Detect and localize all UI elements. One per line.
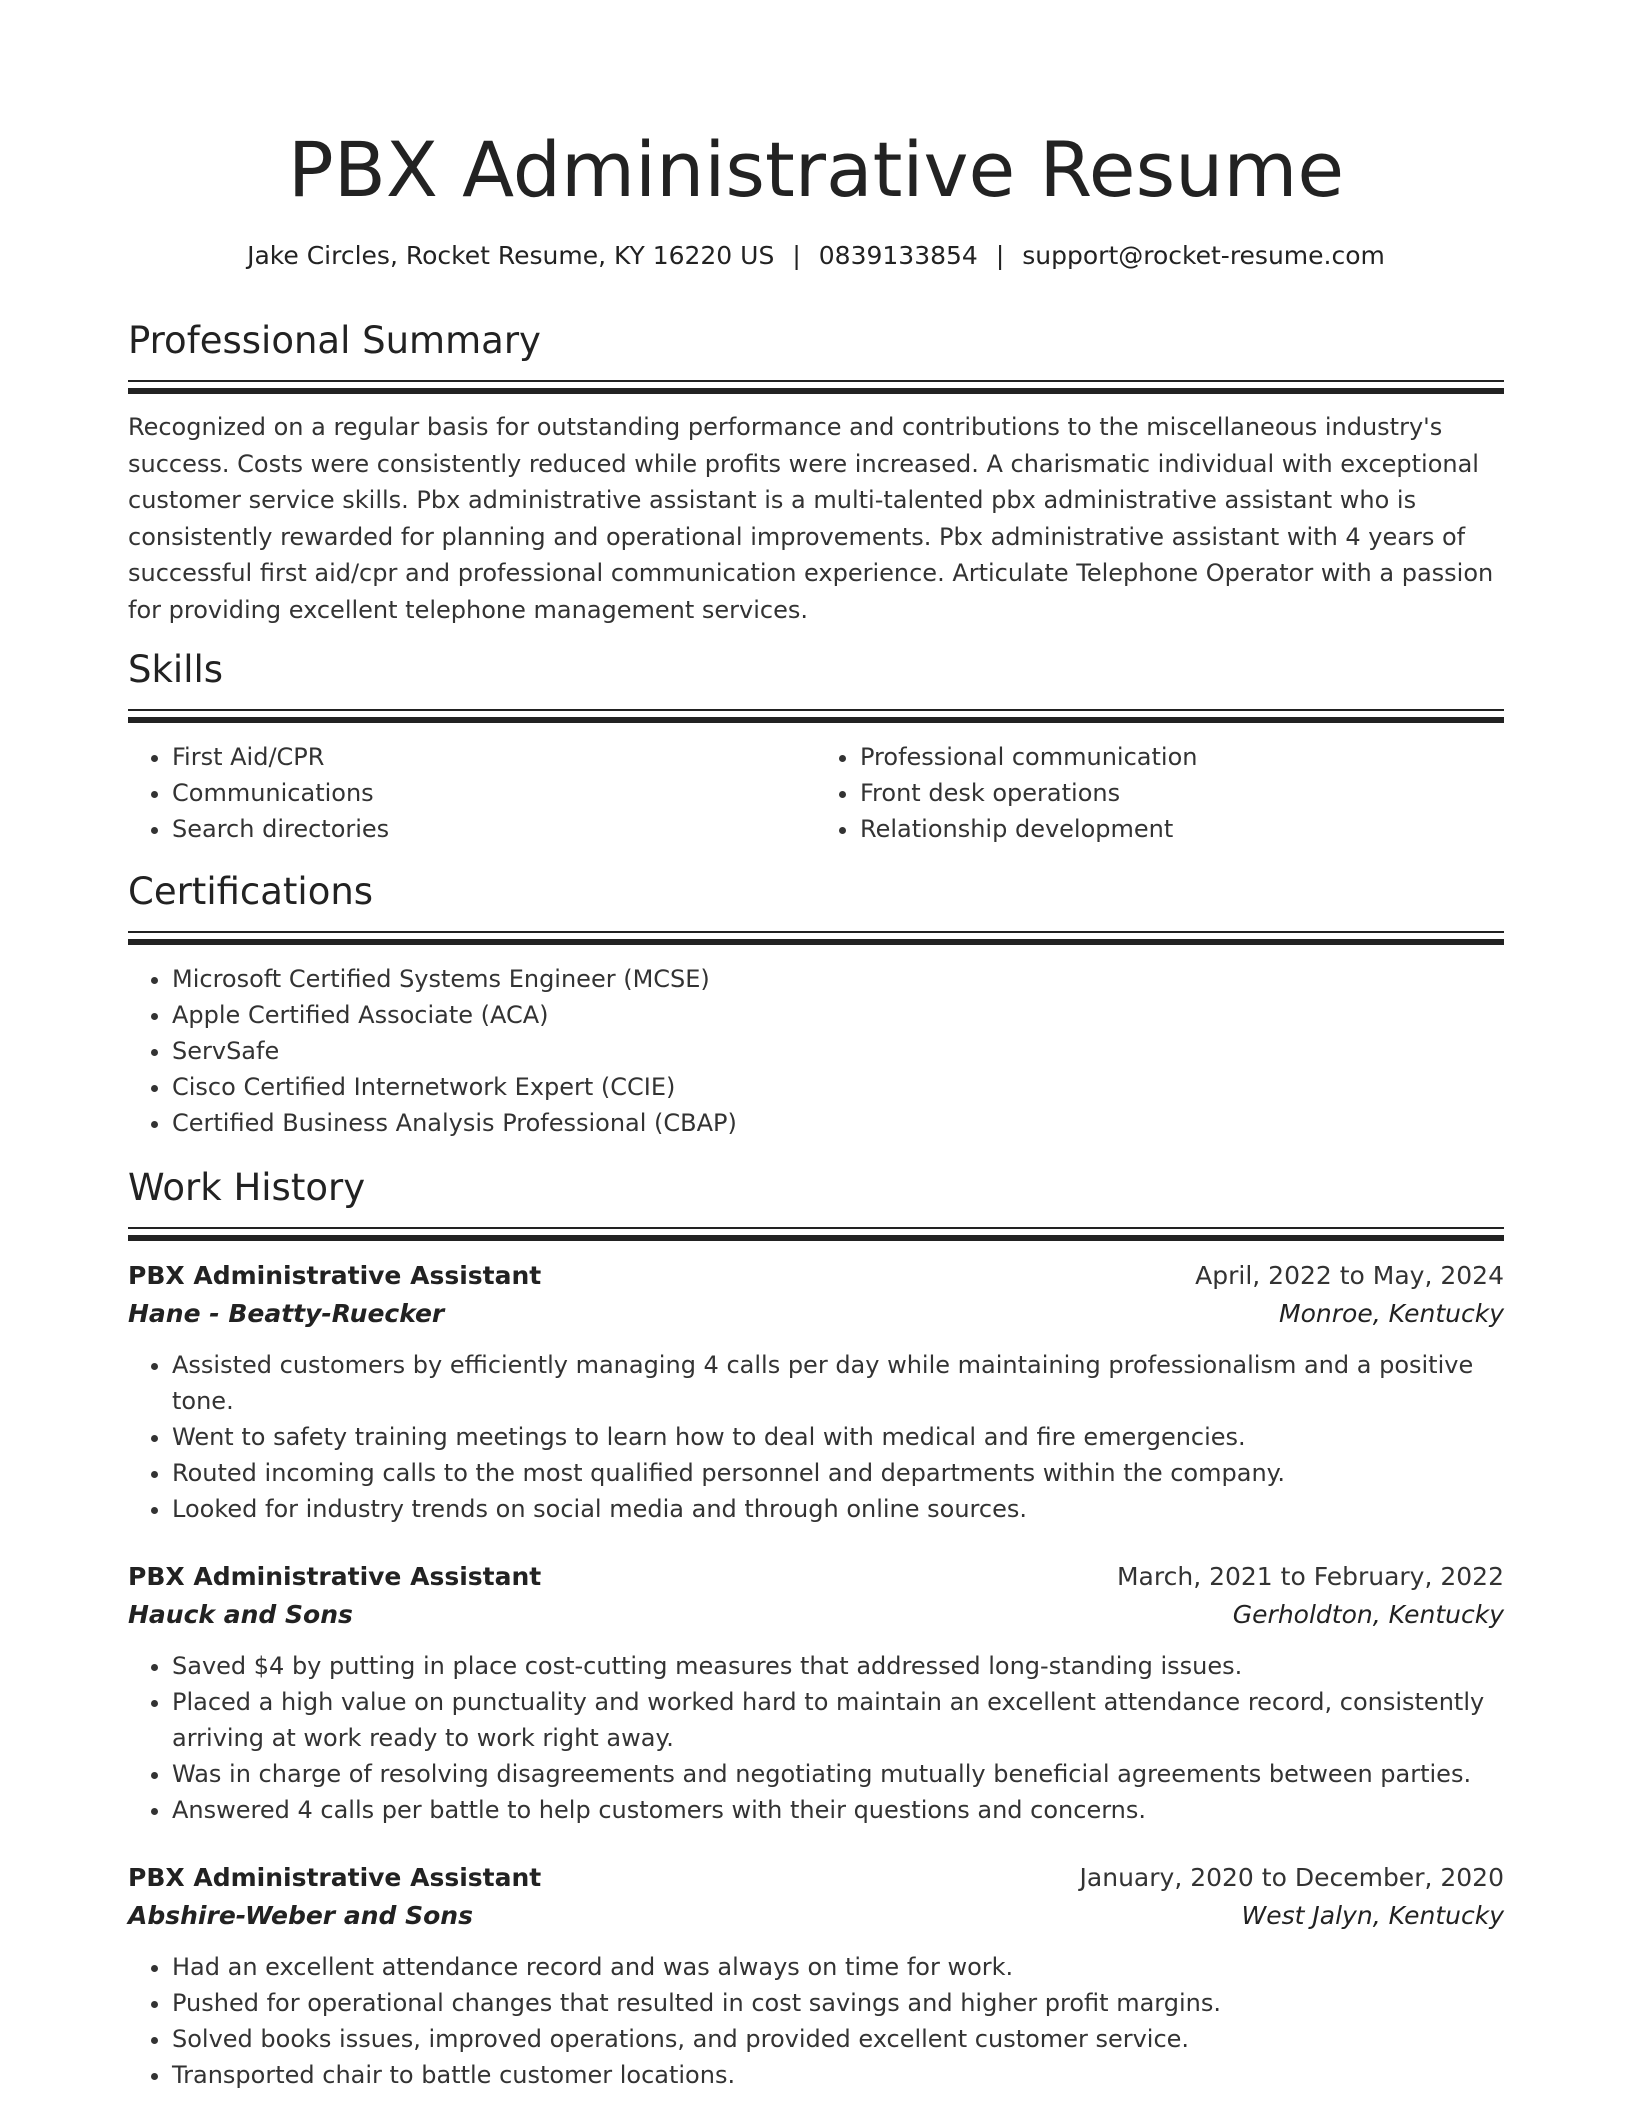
contact-separator: | — [792, 241, 801, 270]
skill-item: • Front desk operations — [860, 775, 1504, 811]
job-bullet: • Solved books issues, improved operations, and provided excellent customer service. — [172, 2021, 1504, 2057]
summary-heading: Professional Summary — [128, 319, 541, 362]
job-bullet: • Was in charge of resolving disagreements and negotiating mutually beneficial agreements between parties. — [172, 1756, 1504, 1792]
job-bullet: • Looked for industry trends on social media and through online sources. — [172, 1491, 1504, 1527]
job-location: Monroe, Kentucky — [1279, 1299, 1504, 1328]
job-header-row — [128, 1257, 1504, 1295]
job-dates: April, 2022 to May, 2024 — [1195, 1261, 1504, 1290]
job-company-row — [128, 1596, 1504, 1634]
certification-item: • Cisco Certified Internetwork Expert (CCIE) — [172, 1069, 1504, 1105]
certifications-list — [128, 961, 1504, 1141]
certifications-section — [128, 867, 1504, 1141]
summary-text: Recognized on a regular basis for outstanding performance and contributions to the miscellaneous industry's success. Costs were consistently reduced while profits were increased. A charismatic individual with exceptional customer service skills. Pbx administrative assistant is a multi-talented pbx administrative assistant who is consistently rewarded for planning and operational improvements. Pbx administrative assistant with 4 years of successful first aid/cpr and professional communication experience. Articulate Telephone Operator with a passion for providing excellent telephone management services. — [128, 413, 1494, 624]
job-bullet: • Assisted customers by efficiently managing 4 calls per day while maintaining professionalism and a positive tone. — [172, 1347, 1504, 1419]
job-bullets — [128, 1949, 1504, 2093]
job-bullet: • Saved $4 by putting in place cost-cutting measures that addressed long-standing issues. — [172, 1648, 1504, 1684]
certification-item: • Apple Certified Associate (ACA) — [172, 997, 1504, 1033]
section-divider — [128, 931, 1504, 945]
skills-columns — [128, 739, 1504, 847]
job-header-row — [128, 1558, 1504, 1596]
skills-heading: Skills — [128, 648, 224, 691]
contact-phone[interactable]: 0839133854 — [818, 241, 978, 270]
job-title: PBX Administrative Assistant — [128, 1863, 542, 1892]
contact-line — [128, 236, 1504, 276]
job-entry — [128, 1257, 1504, 1527]
work-history-heading: Work History — [128, 1166, 366, 1209]
skills-list-right — [816, 739, 1504, 847]
job-company: Hauck and Sons — [128, 1600, 353, 1629]
job-bullet: • Transported chair to battle customer locations. — [172, 2057, 1504, 2093]
section-divider — [128, 1227, 1504, 1241]
job-company-row — [128, 1897, 1504, 1935]
job-bullet: • Had an excellent attendance record and was always on time for work. — [172, 1949, 1504, 1985]
job-bullets — [128, 1648, 1504, 1828]
section-divider — [128, 380, 1504, 394]
summary-section — [128, 316, 1504, 628]
certification-item: • ServSafe — [172, 1033, 1504, 1069]
job-bullet: • Pushed for operational changes that resulted in cost savings and higher profit margins. — [172, 1985, 1504, 2021]
contact-address: Jake Circles, Rocket Resume, KY 16220 US — [247, 241, 775, 270]
skills-list-left — [128, 739, 816, 847]
certification-item: • Certified Business Analysis Professional (CBAP) — [172, 1105, 1504, 1141]
job-bullet: • Placed a high value on punctuality and worked hard to maintain an excellent attendance record, consistently arriving at work ready to work right away. — [172, 1684, 1504, 1756]
job-dates: March, 2021 to February, 2022 — [1116, 1562, 1504, 1591]
certifications-heading: Certifications — [128, 870, 374, 913]
skill-item: • Relationship development — [860, 811, 1504, 847]
job-location: Gerholdton, Kentucky — [1232, 1600, 1504, 1629]
section-divider — [128, 709, 1504, 723]
resume-title: PBX Administrative Resume — [287, 125, 1345, 214]
skill-item: • Professional communication — [860, 739, 1504, 775]
contact-separator: | — [995, 241, 1005, 270]
job-bullet: • Routed incoming calls to the most qualified personnel and departments within the company. — [172, 1455, 1504, 1491]
contact-email[interactable]: support@rocket-resume.com — [1022, 241, 1385, 270]
job-title: PBX Administrative Assistant — [128, 1261, 542, 1290]
job-company-row — [128, 1295, 1504, 1333]
job-title: PBX Administrative Assistant — [128, 1562, 542, 1591]
skills-section — [128, 645, 1504, 847]
job-entry — [128, 1558, 1504, 1828]
skill-item: • Search directories — [172, 811, 816, 847]
job-location: West Jalyn, Kentucky — [1241, 1901, 1504, 1930]
job-dates: January, 2020 to December, 2020 — [1079, 1863, 1504, 1892]
job-bullets — [128, 1347, 1504, 1527]
job-bullet: • Went to safety training meetings to learn how to deal with medical and fire emergencies. — [172, 1419, 1504, 1455]
job-company: Abshire-Weber and Sons — [128, 1901, 473, 1930]
work-history-section — [128, 1163, 1504, 2093]
job-bullet: • Answered 4 calls per battle to help customers with their questions and concerns. — [172, 1792, 1504, 1828]
skill-item: • First Aid/CPR — [172, 739, 816, 775]
job-header-row — [128, 1859, 1504, 1897]
skill-item: • Communications — [172, 775, 816, 811]
job-company: Hane - Beatty-Ruecker — [128, 1299, 445, 1328]
job-entry — [128, 1859, 1504, 2093]
certification-item: • Microsoft Certified Systems Engineer (MCSE) — [172, 961, 1504, 997]
